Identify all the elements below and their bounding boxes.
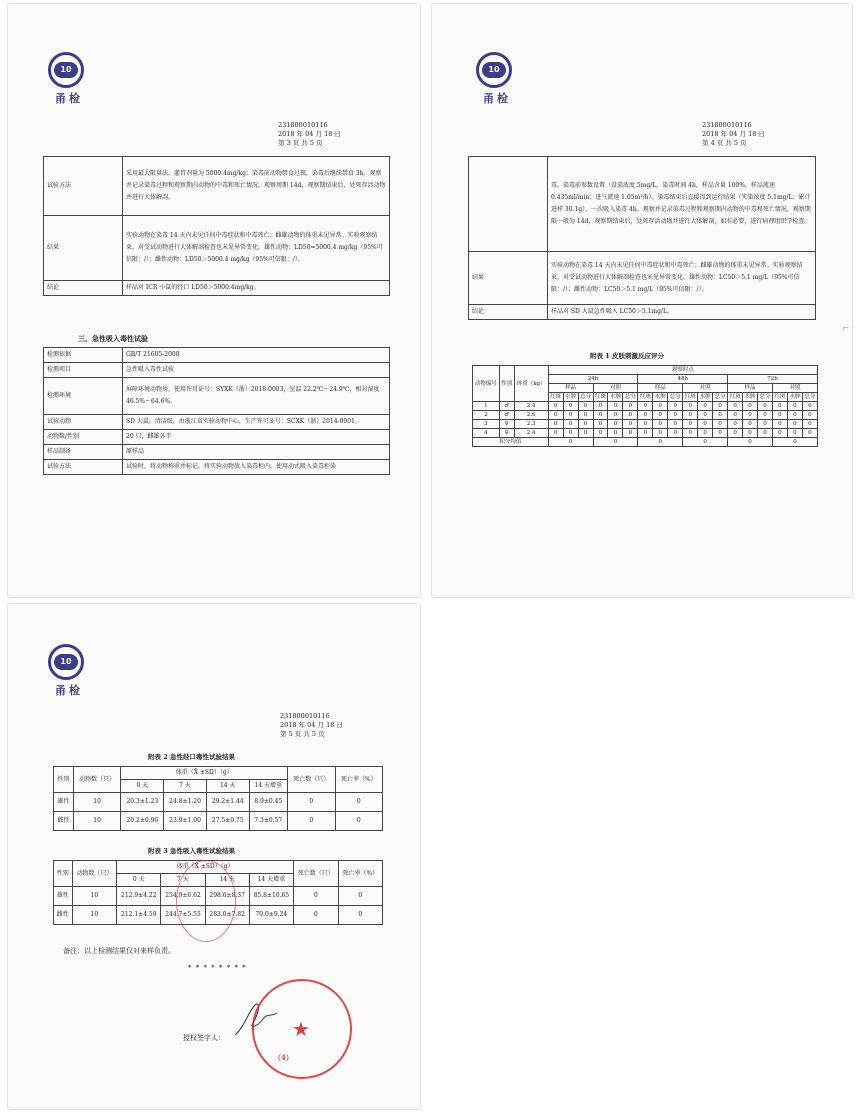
value-cell: 212.1±4.59 [117,906,161,925]
table-row [473,420,818,429]
score-cell: 0 [728,402,743,411]
table1-title: 附表 1 皮肤刺激反应评分 [590,352,665,360]
header-sub: 水肿 [565,394,577,400]
score-cell: 0 [787,429,802,438]
remark-note: 备注：以上检测结果仅对来样负责。 [63,947,175,955]
header-sub: 红斑 [550,394,562,400]
row-text: 实验动物在染毒 14 天内未见任何中毒症状和中毒死亡；雌雄动物的体重未见异常。实验观察结束，对受试动物进行大体解剖检查也未见异常变化。雄性动物：LD50=5000.4 mg/kg（95%可信限：/）；雌性动物：LD50＞5000.4 mg/kg（95%可信限：/）。 [123,216,390,281]
header-group: 对照 [772,384,817,393]
table-row [54,812,383,831]
header-group: 对照 [683,384,728,393]
score-cell: 0 [802,429,817,438]
score-cell: 0 [638,429,653,438]
page-header [702,121,765,148]
header-weight: 体重（kg） [514,366,548,402]
brand-name: 甬检 [483,92,511,105]
score-cell: 0 [653,411,668,420]
score-cell: 0 [578,411,593,420]
value-cell: 10 [72,906,117,925]
skin-irritation-table [472,365,818,447]
average-score: 0 [638,438,683,447]
header-dead: 死亡数（只） [293,861,338,887]
header-group: 样品 [548,384,593,393]
score-cell: 0 [698,429,713,438]
header-weight: 体重（X̄ ±SD）（g） [121,767,287,780]
score-cell: 0 [623,429,638,438]
row-label: 样品制备 [44,445,123,460]
report-page-3 [8,4,420,597]
animal-sex: ♀ [499,420,514,429]
score-cell: 0 [802,402,817,411]
report-date: 2018 年 04 月 18 日 [278,130,341,138]
value-cell: 0 [338,887,382,906]
score-cell: 0 [668,429,683,438]
header-day: 0 天 [121,780,164,793]
average-label: 积分均值 [473,438,549,447]
table-row [473,429,818,438]
row-label: 试验动物 [44,415,123,430]
row-text: 样品对 ICR 小鼠的经口 LD50＞5000.4mg/kg。 [123,281,390,296]
value-cell: 0 [335,812,382,831]
value-cell: 8.9±0.45 [249,793,287,812]
value-cell: 0 [287,812,335,831]
score-cell: 0 [683,411,698,420]
header-sex: 性别 [499,366,514,402]
score-cell: 0 [563,420,578,429]
row-text: GB/T 21605-2008 [123,348,390,363]
table-row [44,415,390,430]
value-cell: 0 [335,793,382,812]
inhalation-result-table [468,156,816,320]
page-number: 第 3 页 共 5 页 [278,139,323,147]
table-row [44,378,390,415]
value-cell: 雌性 [54,906,73,925]
animal-sex: ♀ [499,429,514,438]
row-label: 试验方法 [44,460,123,475]
row-text: SD 大鼠，清洁级，由浙江省实验动物中心，生产许可证号：SCXK（浙）2014-0001。 [123,415,390,430]
row-text: 实验动物在染毒 14 天内未见任何中毒症状和中毒死亡；雌雄动物的体重未见异常。实验观察结束，对受试动物进行大体解剖检查也未见异常变化。雄性动物：LC50＞5.1 mg/L（95%可信限：/）；雌性动物：LC50＞5.1 mg/L（95%可信限：/）。 [548,252,816,305]
score-cell: 0 [593,429,608,438]
table-row [469,252,816,305]
average-score: 0 [593,438,638,447]
score-cell: 0 [802,411,817,420]
header-dead: 死亡数（只） [287,767,335,793]
row-text: 采用最大限量法，灌胃剂量为 5000.4mg/kg；染毒前动物禁食过夜，染毒后继续禁食 3h。观察并记录染毒过程和观察期内动物的中毒和死亡情况，观察周期 14d，观察期结束后，处死存活动物并进行大体解剖。 [123,157,390,216]
value-cell: 298.6±8.37 [205,887,249,906]
seal-number: （4） [274,1053,293,1062]
score-cell: 0 [668,402,683,411]
row-text: 样品对 SD 大鼠急性吸入 LC50＞5.1mg/L。 [548,305,816,320]
row-label: 检测环境 [44,378,123,415]
header-sub: 总分 [669,394,681,400]
row-label: 结论 [469,305,548,320]
row-label [469,157,548,252]
animal-id: 4 [473,429,500,438]
table-row [44,430,390,445]
average-row [473,438,818,447]
header-animal-id: 动物编号 [473,366,500,402]
score-cell: 0 [668,411,683,420]
score-cell: 0 [593,411,608,420]
report-number: 231800010116 [280,712,330,720]
score-cell: 0 [787,402,802,411]
table-row [469,305,816,320]
page-header [280,712,343,739]
row-label: 结果 [469,252,548,305]
animal-id: 2 [473,411,500,420]
score-cell: 0 [623,402,638,411]
oral-result-table [53,766,383,831]
score-cell: 0 [713,420,728,429]
score-cell: 0 [772,420,787,429]
row-label: 检测项目 [44,363,123,378]
header-day: 14 天 [205,874,249,887]
score-cell: 0 [608,420,623,429]
score-cell: 0 [548,420,563,429]
score-cell: 0 [787,420,802,429]
table-row [54,793,383,812]
section-title: 三、急性吸入毒性试验 [78,334,148,343]
report-number: 231800010116 [278,121,328,129]
score-cell: 0 [563,411,578,420]
score-cell: 0 [638,420,653,429]
score-cell: 0 [638,402,653,411]
header-sub: 水肿 [609,394,621,400]
score-cell: 0 [802,420,817,429]
header-sub: 水肿 [654,394,666,400]
header-day: 14 天增重 [249,780,287,793]
header-sub: 红斑 [594,394,606,400]
row-text: 屏障环境动物房，使用许可证号：SYXK（浙）2018-0003，室温 22.2℃～24.9℃，相对湿度 46.5%～64.6%。 [123,378,390,415]
authorized-signatory-label: 授权签字人： [183,1034,225,1042]
score-cell: 0 [758,420,773,429]
score-cell: 0 [653,429,668,438]
score-cell: 0 [728,420,743,429]
score-cell: 0 [608,411,623,420]
animal-id: 3 [473,420,500,429]
header-time: 72h [728,375,818,384]
average-score: 0 [683,438,728,447]
value-cell: 10 [73,812,121,831]
score-cell: 0 [653,420,668,429]
header-sub: 水肿 [699,394,711,400]
score-cell: 0 [578,420,593,429]
logo-badge: 10 [482,62,506,78]
report-page-5 [8,604,420,1109]
brand-name: 甬检 [55,92,83,105]
header-observation-time: 观察时点 [548,366,817,375]
value-cell: 0 [338,906,382,925]
end-marker: * * * * * * * * [188,964,247,972]
header-sex: 性别 [54,767,74,793]
header-day: 14 天 [206,780,249,793]
table2-title: 附表 2 急性经口毒性试验结果 [148,753,236,761]
score-cell: 0 [713,429,728,438]
oral-toxicity-table [43,156,390,296]
seal-star-icon: ★ [292,1017,310,1041]
score-cell: 0 [653,402,668,411]
table-row [473,402,818,411]
header-sub: 红斑 [774,394,786,400]
row-text: 毒。染毒前参数设置（设染浓度 5mg/L，染毒时间 4h，样品含量 100%，样品流速 0.435ml/min；进气流速 1.05m³/h）。染毒结束后直接得到运行结果（实染浓度 5.1mg/L；累计进样 30.1g），一次吸入染毒 4h。观察并记录染毒过程和观察期内动物的中毒和死亡情况，观察期限一般为 14d，观察期结束后，处死存活动物并进行大体解剖，如有必要，进行病理组织学检查。 [548,157,816,252]
header-weight: 体重（X̄ ±SD）（g） [117,861,294,874]
value-cell: 254.9±6.62 [161,887,205,906]
score-cell: 0 [623,411,638,420]
header-sex: 性别 [54,861,73,887]
score-cell: 0 [713,411,728,420]
value-cell: 20.3±1.23 [121,793,164,812]
animal-weight: 2.4 [514,402,548,411]
score-cell: 0 [772,411,787,420]
header-group: 对照 [593,384,638,393]
header-row [473,366,818,375]
average-score: 0 [772,438,817,447]
score-cell: 0 [563,402,578,411]
value-cell: 10 [73,793,121,812]
animal-sex: ♂ [499,402,514,411]
score-cell: 0 [728,411,743,420]
header-sub: 总分 [802,393,817,402]
score-cell: 0 [623,420,638,429]
official-seal-icon [252,979,352,1079]
score-cell: 0 [578,402,593,411]
value-cell: 雄性 [54,793,74,812]
header-day: 7 天 [161,874,205,887]
score-cell: 0 [593,402,608,411]
page-number: 第 4 页 共 5 页 [702,139,747,147]
score-cell: 0 [548,411,563,420]
value-cell: 0 [287,793,335,812]
header-sub: 总分 [759,394,771,400]
row-text: 急性吸入毒性试验 [123,363,390,378]
table-row [44,157,390,216]
score-cell: 0 [743,402,758,411]
score-cell: 0 [683,402,698,411]
row-text: 原样品 [123,445,390,460]
row-label: 检测依据 [44,348,123,363]
table-row [44,281,390,296]
score-cell: 0 [578,429,593,438]
score-cell: 0 [743,411,758,420]
report-date: 2018 年 04 月 18 日 [280,721,343,729]
score-cell: 0 [772,429,787,438]
score-cell: 0 [743,429,758,438]
animal-sex: ♂ [499,411,514,420]
table-row [473,411,818,420]
row-label: 试验方法 [44,157,123,216]
value-cell: 85.8±10.65 [249,887,293,906]
page-number: 第 5 页 共 5 页 [280,730,325,738]
row-text: 20 只，雌雄各半 [123,430,390,445]
header-group: 样品 [638,384,683,393]
score-cell: 0 [758,402,773,411]
score-cell: 0 [638,411,653,420]
report-number: 231800010116 [702,121,752,129]
value-cell: 244.7±5.55 [161,906,205,925]
header-sub: 红斑 [639,394,651,400]
average-score: 0 [548,438,593,447]
score-cell: 0 [728,429,743,438]
value-cell: 70.0±9.24 [249,906,293,925]
header-day: 14 天增重 [249,874,293,887]
score-cell: 0 [713,402,728,411]
table-row [44,216,390,281]
score-cell: 0 [668,420,683,429]
table-row [469,157,816,252]
inhalation-info-table [43,347,390,475]
row-text: 试验时，将动物称重并标记。将实验动物放入染毒柜内，使用动式吸入染毒柜染 [123,460,390,475]
value-cell: 29.2±1.44 [206,793,249,812]
value-cell: 10 [72,887,117,906]
score-cell: 0 [548,402,563,411]
score-cell: 0 [772,402,787,411]
score-cell: 0 [563,429,578,438]
row-label: 结果 [44,216,123,281]
header-sub: 红斑 [729,394,741,400]
score-cell: 0 [698,411,713,420]
row-label: 动物数/性别 [44,430,123,445]
score-cell: 0 [698,402,713,411]
value-cell: 雌性 [54,812,74,831]
logo-badge: 10 [54,62,78,78]
header-day: 7 天 [164,780,207,793]
header-sub: 水肿 [744,394,756,400]
header-sub: 红斑 [684,394,696,400]
score-cell: 0 [787,411,802,420]
average-score: 0 [728,438,773,447]
table-row [44,348,390,363]
animal-weight: 2.4 [514,429,548,438]
value-cell: 27.5±0.75 [206,812,249,831]
brand-name: 甬检 [55,684,83,697]
value-cell: 雄性 [54,887,73,906]
header-group: 样品 [728,384,773,393]
header-sub: 总分 [624,394,636,400]
value-cell: 23.9±1.00 [164,812,207,831]
score-cell: 0 [758,411,773,420]
animal-weight: 2.6 [514,411,548,420]
side-stamp-mark: ⌐ [842,324,850,334]
value-cell: 20.2±0.96 [121,812,164,831]
value-cell: 0 [293,887,338,906]
score-cell: 0 [698,420,713,429]
header-day: 0 天 [117,874,161,887]
value-cell: 283.0±7.82 [205,906,249,925]
row-label: 结论 [44,281,123,296]
animal-weight: 2.3 [514,420,548,429]
header-count: 动物数（只） [72,861,117,887]
header-sub: 总分 [580,394,592,400]
crossing-seal-icon [176,860,236,942]
value-cell: 0 [293,906,338,925]
table-row [44,460,390,475]
value-cell: 24.8±1.20 [164,793,207,812]
table-row [44,363,390,378]
header-sub: 水肿 [789,394,801,400]
value-cell: 7.3±0.57 [249,812,287,831]
table3-title: 附表 3 急性吸入毒性试验结果 [148,847,236,855]
header-row [54,767,383,780]
score-cell: 0 [593,420,608,429]
score-cell: 0 [683,429,698,438]
score-cell: 0 [608,402,623,411]
score-cell: 0 [743,420,758,429]
report-page-4 [432,4,852,597]
page-header [278,121,341,148]
logo-badge: 10 [54,654,78,670]
animal-id: 1 [473,402,500,411]
header-rate: 死亡率（%） [338,861,382,887]
value-cell: 212.9±4.22 [117,887,161,906]
score-cell: 0 [608,429,623,438]
header-count: 动物数（只） [73,767,121,793]
score-cell: 0 [758,429,773,438]
header-time: 48h [638,375,728,384]
report-date: 2018 年 04 月 18 日 [702,130,765,138]
score-cell: 0 [548,429,563,438]
header-rate: 死亡率（%） [335,767,382,793]
score-cell: 0 [683,420,698,429]
header-time: 24h [548,375,638,384]
header-sub: 总分 [714,394,726,400]
table-row [44,445,390,460]
